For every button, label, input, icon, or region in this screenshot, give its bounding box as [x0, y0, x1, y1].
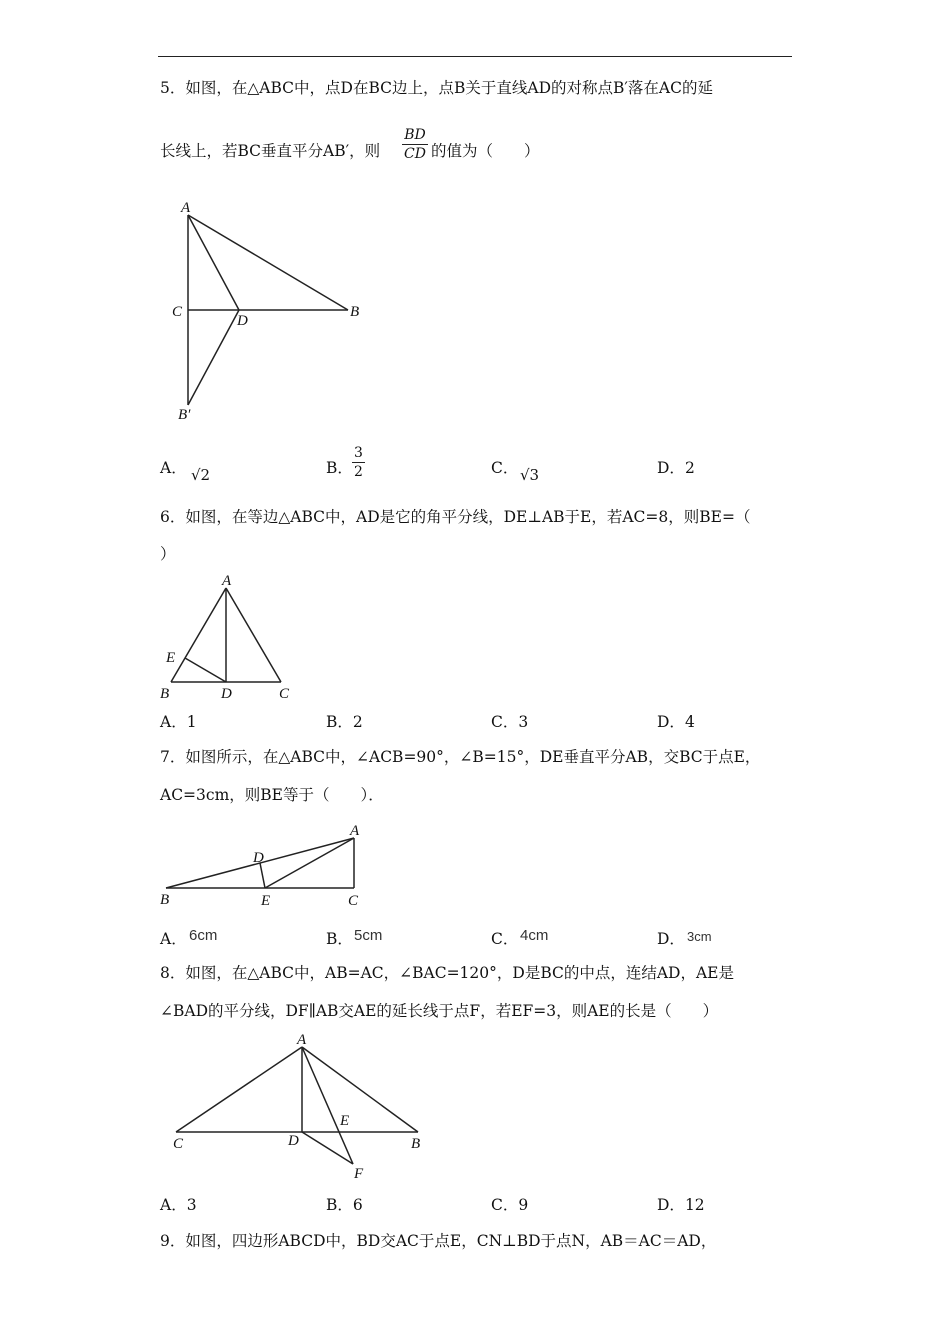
q6-option-b[interactable]	[326, 712, 363, 732]
q5-figure	[160, 195, 380, 425]
q7-option-b-label: B．	[326, 930, 353, 948]
q8-label-f: F	[354, 1166, 364, 1182]
q7-text-line1: 7．如图所示，在△ABC中，∠ACB=90°，∠B=15°，DE垂直平分AB，交BC于点E，	[160, 748, 761, 766]
q7-option-a-label: A．	[160, 930, 187, 948]
q7-option-a-value: 6cm	[189, 927, 218, 944]
q8-option-a-value: 3	[186, 1196, 197, 1214]
q5-option-d[interactable]	[657, 458, 695, 478]
q7-option-b-value: 5cm	[354, 927, 383, 944]
q5-fraction-denominator: CD	[404, 146, 426, 162]
q7-label-b: B	[160, 892, 170, 908]
q8-option-a[interactable]	[160, 1195, 197, 1215]
q6-figure	[160, 570, 310, 705]
q7-label-e: E	[261, 893, 271, 909]
q5-option-b-numerator: 3	[354, 445, 363, 461]
q7-segment-ae	[265, 838, 354, 888]
q5-label-d: D	[237, 313, 248, 329]
q5-option-b[interactable]	[326, 458, 353, 478]
q6-text-line2: ）	[160, 545, 176, 563]
q8-text-line2: ∠BAD的平分线，DF∥AB交AE的延长线于点F，若EF=3，则AE的长是（ ）	[160, 1002, 719, 1020]
q5-option-c-label: C．	[491, 459, 519, 477]
q5-text-line2-post: 的值为（ ）	[431, 142, 540, 160]
q5-option-a-label: A．	[160, 459, 187, 477]
q6-option-d-label: D．	[657, 713, 685, 731]
q6-label-c: C	[279, 686, 290, 702]
q5-option-c-value: √3	[520, 466, 540, 484]
q6-option-d-value: 4	[684, 713, 695, 731]
q8-figure	[165, 1030, 440, 1185]
q8-segment-ac	[176, 1047, 302, 1132]
q5-label-c: C	[172, 304, 183, 320]
q5-option-a[interactable]	[160, 458, 187, 478]
q6-text-line1: 6．如图，在等边△ABC中，AD是它的角平分线，DE⊥AB于E，若AC=8，则BE=（	[160, 508, 751, 526]
q7-label-d: D	[253, 850, 264, 866]
q5-label-b-prime: B′	[178, 407, 191, 423]
q7-figure	[158, 820, 378, 915]
q6-option-a-label: A．	[160, 713, 187, 731]
q7-label-c: C	[348, 893, 359, 909]
q5-fraction	[402, 127, 428, 162]
q6-option-c-label: C．	[491, 713, 519, 731]
q6-label-d: D	[221, 686, 232, 702]
q5-segment-ad	[188, 215, 239, 310]
q8-label-e: E	[340, 1113, 350, 1129]
q6-label-b: B	[160, 686, 170, 702]
q8-option-d-label: D．	[657, 1196, 685, 1214]
q5-label-b: B	[350, 304, 360, 320]
q7-option-d-label: D．	[657, 930, 685, 948]
q5-option-b-label: B．	[326, 459, 353, 477]
q5-option-b-denominator: 2	[354, 464, 363, 480]
q8-text-line1: 8．如图，在△ABC中，AB=AC，∠BAC=120°，D是BC的中点，连结AD，AE是	[160, 964, 734, 982]
q8-option-b-value: 6	[352, 1196, 363, 1214]
q6-option-b-value: 2	[352, 713, 363, 731]
q7-label-a: A	[350, 823, 360, 839]
q5-text-line2-pre: 长线上，若BC垂直平分AB′，则	[160, 142, 381, 160]
q5-option-b-fraction	[352, 445, 365, 480]
q6-option-a[interactable]	[160, 712, 197, 732]
q7-option-a[interactable]	[160, 929, 187, 949]
q6-option-a-value: 1	[186, 713, 197, 731]
q6-option-c[interactable]	[491, 712, 528, 732]
q7-text-line2: AC=3cm，则BE等于（ ）．	[160, 786, 384, 804]
q8-label-d: D	[288, 1133, 299, 1149]
header-rule	[158, 56, 792, 57]
q5-segment-db-prime	[188, 310, 239, 405]
q8-option-b-label: B．	[326, 1196, 353, 1214]
q8-option-b[interactable]	[326, 1195, 363, 1215]
q7-option-c-value: 4cm	[520, 927, 549, 944]
q8-segment-ab	[302, 1047, 418, 1132]
q5-option-a-value: √2	[191, 466, 211, 484]
q7-option-c-label: C．	[491, 930, 519, 948]
q5-fraction-numerator: BD	[404, 127, 426, 143]
q8-option-c-label: C．	[491, 1196, 519, 1214]
q8-option-a-label: A．	[160, 1196, 187, 1214]
q6-option-b-label: B．	[326, 713, 353, 731]
q5-option-d-label: D．	[657, 459, 685, 477]
q5-text-line1: 5．如图，在△ABC中，点D在BC边上，点B关于直线AD的对称点B′落在AC的延	[160, 79, 713, 97]
q8-option-d[interactable]	[657, 1195, 705, 1215]
q7-option-d-value: 3cm	[687, 929, 712, 944]
q8-option-d-value: 12	[684, 1196, 705, 1214]
q7-option-b[interactable]	[326, 929, 353, 949]
q6-label-e: E	[166, 650, 176, 666]
q9-text-line1: 9．如图，四边形ABCD中，BD交AC于点E，CN⊥BD于点N，AB＝AC＝AD，	[160, 1232, 717, 1250]
q8-option-c-value: 9	[518, 1196, 529, 1214]
q5-label-a: A	[181, 200, 191, 216]
q8-option-c[interactable]	[491, 1195, 528, 1215]
q6-label-a: A	[222, 573, 232, 589]
q8-label-a: A	[297, 1032, 307, 1048]
q8-label-b: B	[411, 1136, 421, 1152]
q5-option-c[interactable]	[491, 458, 518, 478]
q6-segment-de	[185, 658, 226, 682]
q6-segment-ac	[226, 588, 281, 682]
q6-option-c-value: 3	[518, 713, 529, 731]
q6-option-d[interactable]	[657, 712, 695, 732]
q7-option-c[interactable]	[491, 929, 518, 949]
q5-segment-ab	[188, 215, 348, 310]
q8-label-c: C	[173, 1136, 184, 1152]
q5-option-d-value: 2	[684, 459, 695, 477]
q8-segment-af	[302, 1047, 353, 1164]
q7-option-d[interactable]	[657, 929, 685, 949]
q7-segment-de	[260, 863, 265, 888]
q6-segment-ab	[171, 588, 226, 682]
